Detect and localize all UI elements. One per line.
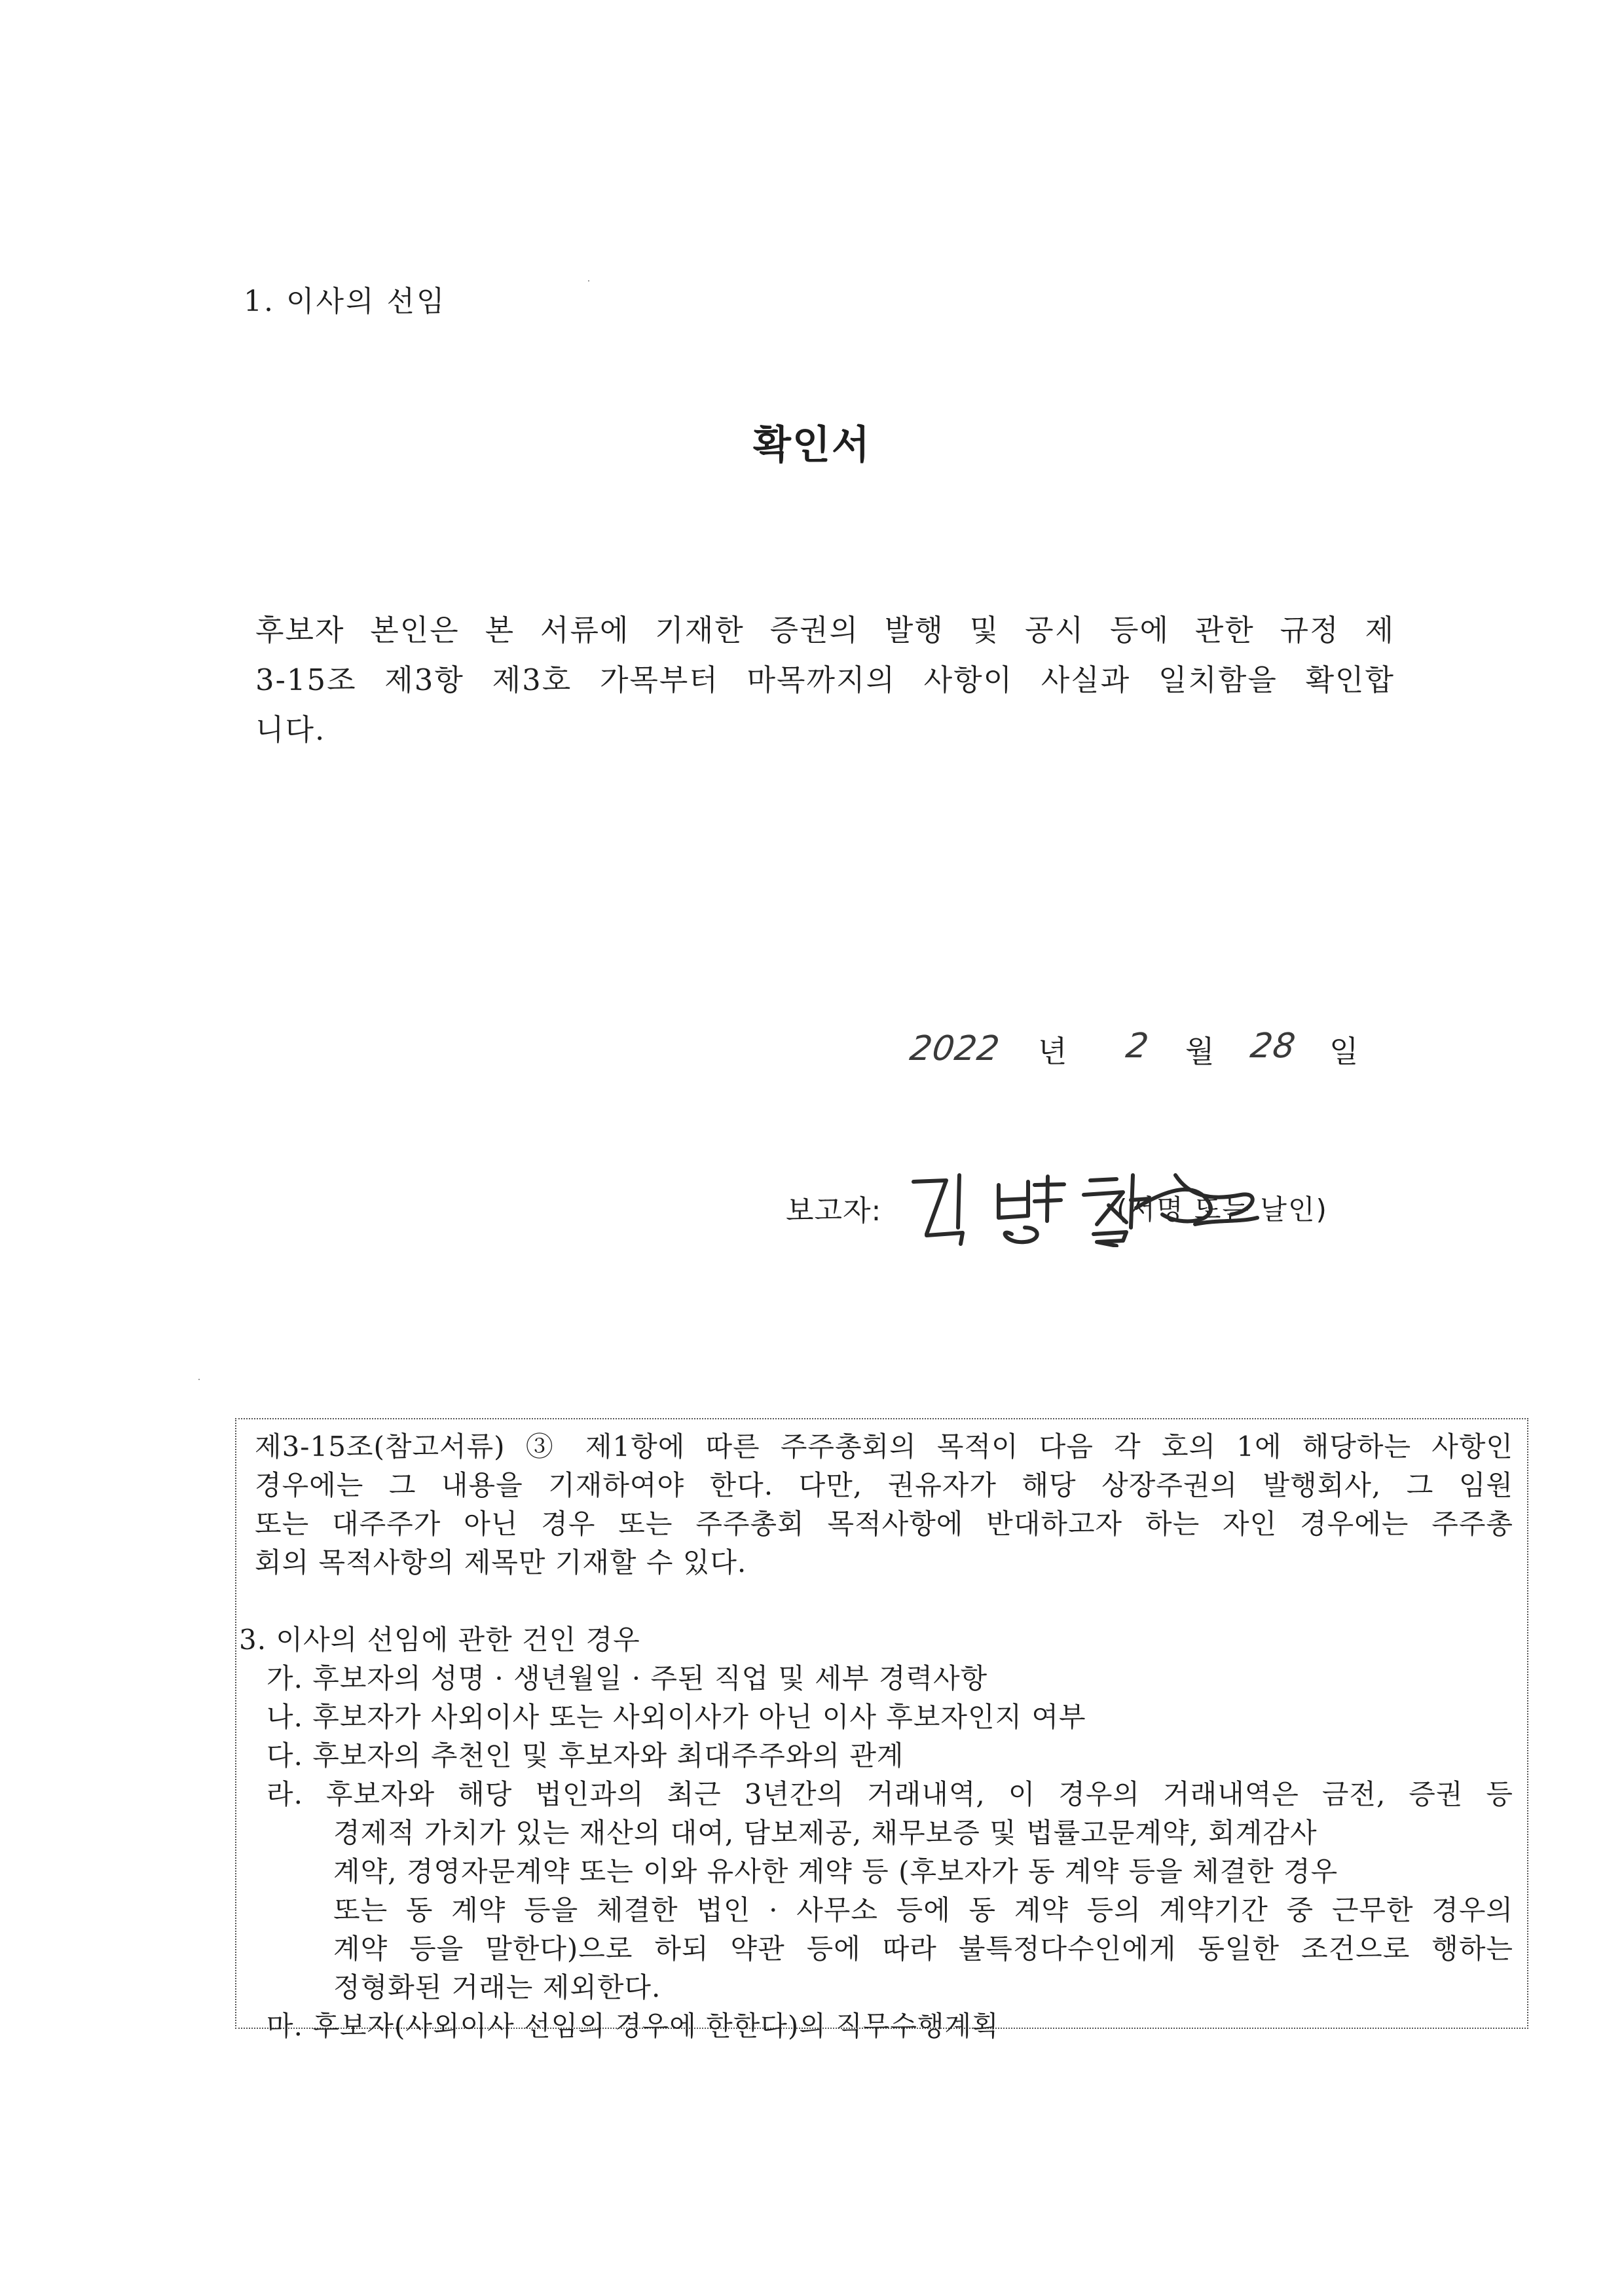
statement-line: 후보자 본인은 본 서류에 기재한 증권의 발행 및 공시 등에 관한 규정 제 xyxy=(255,613,1395,647)
reference-intro-line: 또는 대주주가 아닌 경우 또는 주주총회 목적사항에 반대하고자 하는 자인 경우에는 주주총 xyxy=(255,1508,1513,1540)
reference-intro-line: 회의 목적사항의 제목만 기재할 수 있다. xyxy=(255,1546,747,1578)
day-unit: 일 xyxy=(1329,1034,1359,1069)
handwritten-day: 28 xyxy=(1247,1027,1299,1066)
reference-intro-line: 제3-15조(참고서류) ③ 제1항에 따른 주주총회의 목적이 다음 각 호의 1에 해당하는 사항인 xyxy=(255,1430,1513,1463)
reference-item-continuation: 경제적 가치가 있는 재산의 대여, 담보제공, 채무보증 및 법률고문계약, 회계감사 xyxy=(333,1817,1318,1849)
statement-line: 니다. xyxy=(255,712,326,747)
reference-item: 나. 후보자가 사외이사 또는 사외이사가 아닌 이사 후보자인지 여부 xyxy=(267,1701,1086,1733)
section-heading: 1. 이사의 선임 xyxy=(244,285,447,318)
reference-item: 다. 후보자의 추천인 및 후보자와 최대주주와의 관계 xyxy=(267,1740,904,1772)
reference-item-continuation: 계약 등을 말한다)으로 하되 약관 등에 따라 불특정다수인에게 동일한 조건으로 행하는 xyxy=(333,1933,1513,1965)
handwritten-signature xyxy=(900,1162,1267,1247)
document-title: 확인서 xyxy=(753,422,871,468)
reference-item-heading: 3. 이사의 선임에 관한 건인 경우 xyxy=(239,1624,640,1656)
reference-intro-line: 경우에는 그 내용을 기재하여야 한다. 다만, 권유자가 해당 상장주권의 발행회사, 그 임원 xyxy=(255,1469,1513,1501)
reference-item-continuation: 계약, 경영자문계약 또는 이와 유사한 계약 등 (후보자가 동 계약 등을 체결한 경우 xyxy=(333,1855,1338,1887)
statement-line: 3-15조 제3항 제3호 가목부터 마목까지의 사항이 사실과 일치함을 확인합 xyxy=(255,663,1395,697)
reporter-signature-line xyxy=(786,1162,1375,1247)
date-line xyxy=(907,1021,1382,1080)
year-unit: 년 xyxy=(1038,1034,1067,1069)
handwritten-month: 2 xyxy=(1123,1027,1152,1066)
reference-item-continuation: 정형화된 거래는 제외한다. xyxy=(333,1971,661,2003)
month-unit: 월 xyxy=(1185,1034,1215,1069)
reporter-label: 보고자: xyxy=(786,1194,882,1228)
confirmation-statement xyxy=(255,606,1395,755)
reference-item-continuation: 또는 동 계약 등을 체결한 법인 · 사무소 등에 동 계약 등의 계약기간 중 근무한 경우의 xyxy=(333,1894,1513,1926)
reference-text xyxy=(239,1427,1513,2045)
reference-item: 마. 후보자(사외이사 선임의 경우에 한한다)의 직무수행계획 xyxy=(267,2010,999,2042)
reference-regulation-box xyxy=(235,1418,1528,2042)
reference-item: 라. 후보자와 해당 법인과의 최근 3년간의 거래내역, 이 경우의 거래내역은 금전, 증권 등 xyxy=(267,1778,1513,1810)
reference-item: 가. 후보자의 성명 · 생년월일 · 주된 직업 및 세부 경력사항 xyxy=(267,1662,988,1694)
handwritten-year: 2022 xyxy=(907,1029,1003,1068)
scan-speck xyxy=(588,280,589,282)
seal-note: (서명 또는 날인) xyxy=(1116,1194,1328,1226)
scan-speck xyxy=(198,1379,200,1380)
